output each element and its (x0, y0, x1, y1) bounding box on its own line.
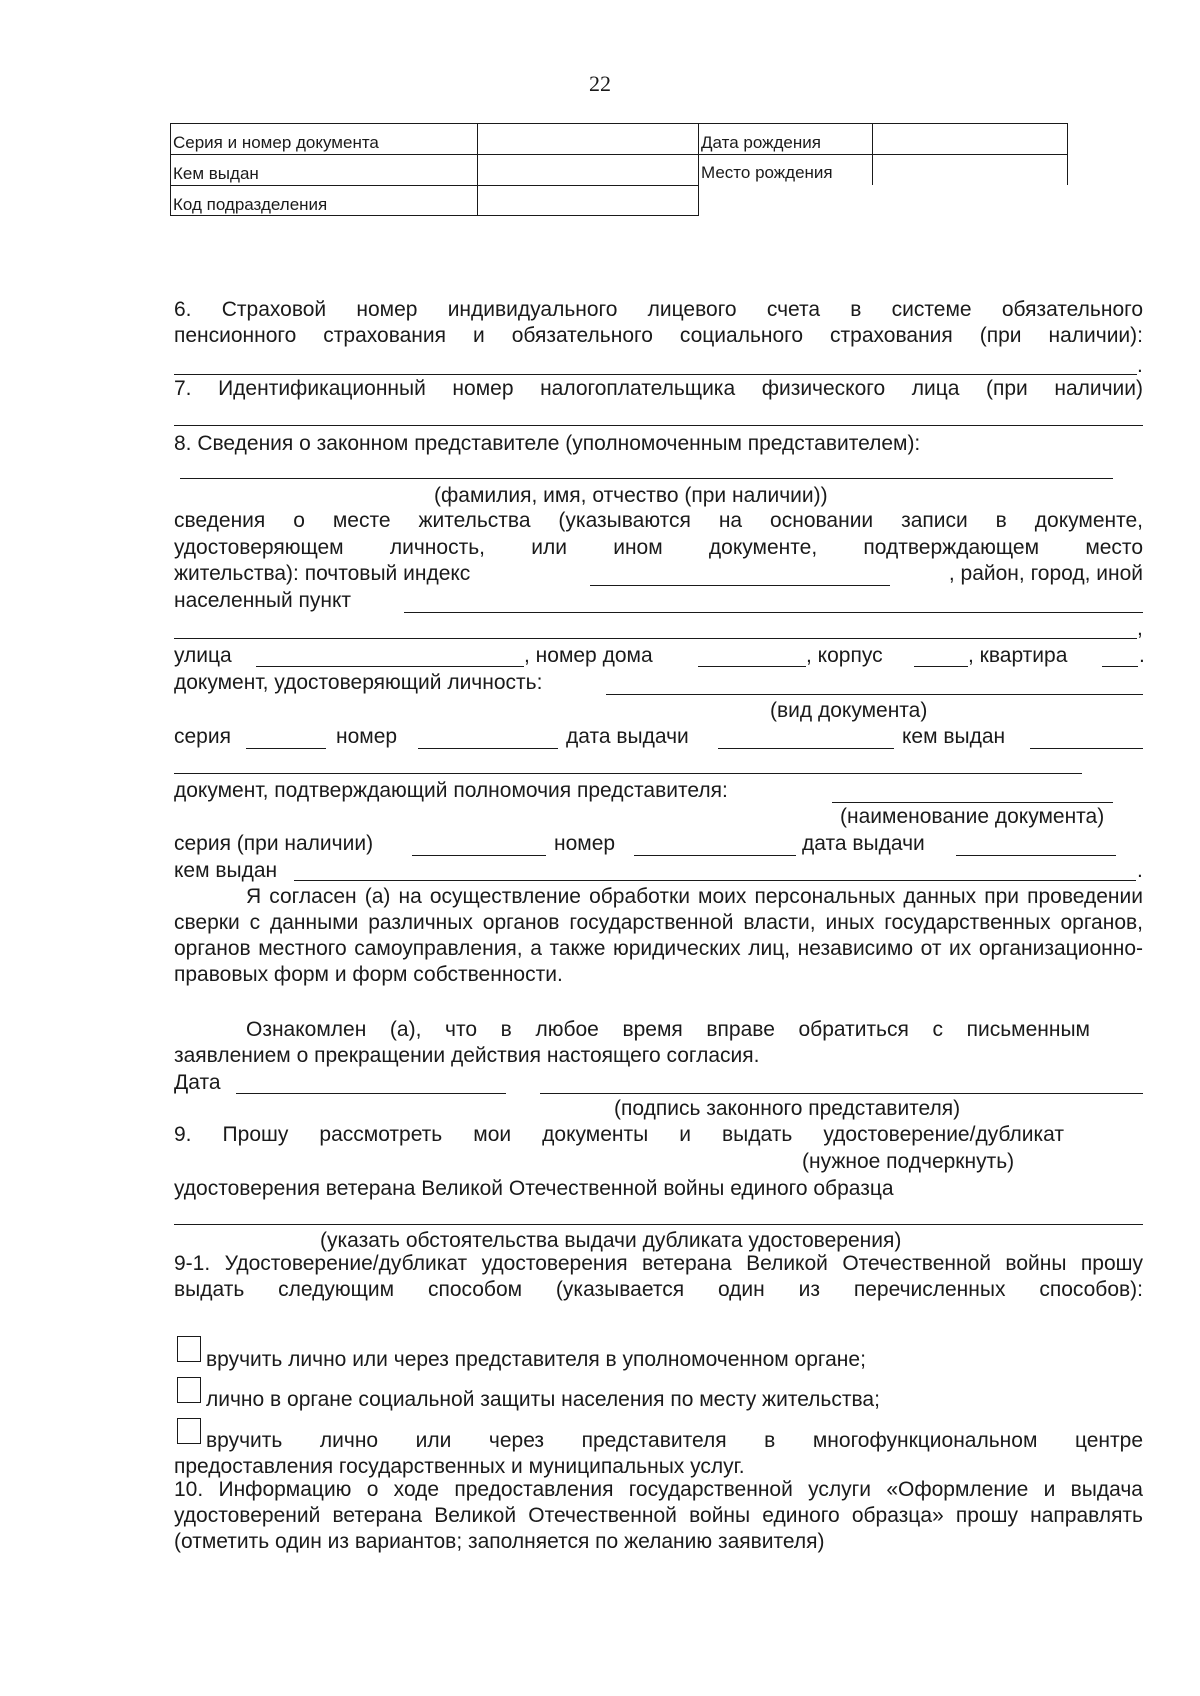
issued-by-line2[interactable] (174, 773, 1082, 774)
option3-checkbox[interactable] (177, 1418, 201, 1444)
birth-place-label: Место рождения (701, 163, 833, 182)
fio-caption: (фамилия, имя, отчество (при наличии)) (434, 484, 828, 507)
house-line[interactable] (698, 666, 806, 667)
s8-heading: 8. Сведения о законном представителе (уполномоченным представителем): (174, 432, 921, 455)
series-optional-label: серия (при наличии) (174, 832, 374, 855)
series-label: серия (174, 725, 231, 748)
s10-text: 10. Информацию о ходе предоставления государственной услуги «Оформление и выдача удостоверений ветерана Великой Отечественной войны единого образца» прошу направлять (отметить один из вариантов; заполняется по желанию заявителя) (174, 1478, 1143, 1553)
s7-answer-line[interactable] (174, 425, 1143, 426)
s9-1-text: 9-1. Удостоверение/дубликат удостоверения ветерана Великой Отечественной войны прошу выдать следующим способом (указывается один из перечисленных способов): (174, 1252, 1143, 1301)
issued-by-period: . (1137, 859, 1143, 882)
cell-series-number-label (170, 123, 478, 155)
locality-line2[interactable] (174, 638, 1137, 639)
consent-text: Я согласен (а) на осуществление обработки моих персональных данных при проведении сверки с данными различных органов государственной власти, иных государственных органов, органов местного самоуправления, а также юридических лиц, независимо от их организационно-правовых форм и форм собственности. (174, 885, 1143, 986)
series-number-field[interactable] (477, 123, 699, 155)
house-label: , номер дома (524, 644, 653, 667)
apartment-label: , квартира (968, 644, 1068, 667)
id-doc-label: документ, удостоверяющий личность: (174, 671, 543, 694)
cell-issued-by-label (170, 154, 478, 186)
option3-line2: предоставления государственных и муниципальных услуг. (174, 1455, 745, 1478)
s9-line2: удостоверения ветерана Великой Отечественной войны единого образца (174, 1177, 894, 1200)
number-label: номер (336, 725, 398, 748)
s6-line2: пенсионного страхования и обязательного социального страхования (при наличии): (174, 324, 1143, 347)
signature-line[interactable] (540, 1093, 1143, 1094)
issued-by-line3[interactable] (294, 880, 1136, 881)
s7-line1: 7. Идентификационный номер налогоплательщика физического лица (при наличии) (174, 377, 1143, 400)
underline-caption: (нужное подчеркнуть) (802, 1150, 1015, 1173)
representative-name-line[interactable] (180, 478, 1113, 479)
birth-date-field[interactable] (872, 123, 1068, 155)
birth-date-label: Дата рождения (701, 133, 821, 152)
apartment-line[interactable] (1102, 666, 1138, 667)
cell-birth-date-label (698, 123, 873, 155)
locality-comma: , (1137, 617, 1143, 640)
authority-doc-line[interactable] (832, 802, 1113, 803)
number-label2: номер (554, 832, 616, 855)
issued-by-line[interactable] (1030, 748, 1143, 749)
address-period: . (1139, 644, 1145, 667)
issued-by-label3: кем выдан (174, 859, 278, 882)
building-label: , корпус (806, 644, 883, 667)
issue-date-label: дата выдачи (566, 725, 689, 748)
series-number-label: Серия и номер документа (173, 133, 379, 152)
informed-line1: Ознакомлен (а), что в любое время вправе обратиться с письменным (246, 1018, 1090, 1041)
informed-line2: заявлением о прекращении действия настоящего согласия. (174, 1044, 760, 1067)
division-code-label: Код подразделения (173, 195, 328, 214)
page-number: 22 (589, 71, 611, 96)
number-line[interactable] (418, 748, 558, 749)
cell-division-code-label (170, 185, 478, 216)
street-line[interactable] (256, 666, 524, 667)
option2-checkbox[interactable] (177, 1377, 201, 1403)
signature-caption: (подпись законного представителя) (614, 1097, 961, 1120)
s6-period: . (1137, 354, 1143, 377)
authority-doc-label: документ, подтверждающий полномочия представителя: (174, 779, 728, 802)
date-label: Дата (174, 1071, 221, 1094)
locality-line[interactable] (404, 612, 1143, 613)
option1-checkbox[interactable] (177, 1336, 201, 1362)
series-optional-line[interactable] (412, 855, 546, 856)
residence-line2: удостоверяющем личность, или ином документе, подтверждающем место (174, 536, 1143, 559)
issued-by-field[interactable] (477, 154, 699, 186)
issued-by-label2: кем выдан (902, 725, 1006, 748)
option1-label: вручить лично или через представителя в уполномоченном органе; (206, 1348, 866, 1371)
date-line[interactable] (236, 1093, 506, 1094)
number-line2[interactable] (634, 855, 796, 856)
residence-line1: сведения о месте жительства (указываются на основании записи в документе, (174, 509, 1143, 532)
id-doc-line[interactable] (606, 694, 1143, 695)
residence-line3a: жительства): почтовый индекс (174, 562, 471, 585)
issue-date-line2[interactable] (956, 855, 1116, 856)
s6-line1: 6. Страховой номер индивидуального лицевого счета в системе обязательного (174, 298, 1143, 321)
division-code-field[interactable] (477, 185, 699, 216)
issue-date-line[interactable] (718, 748, 894, 749)
cell-birth-place-label (698, 154, 873, 185)
issued-by-label: Кем выдан (173, 164, 259, 183)
residence-line3b: , район, город, иной (948, 562, 1143, 585)
doc-type-caption: (вид документа) (770, 699, 928, 722)
street-label: улица (174, 644, 232, 667)
option2-label: лично в органе социальной защиты населения по месту жительства; (206, 1388, 880, 1411)
series-line[interactable] (246, 748, 326, 749)
postal-code-line[interactable] (590, 585, 890, 586)
option3-line1: вручить лично или через представителя в многофункциональном центре (206, 1429, 1143, 1452)
s6-answer-line[interactable] (174, 374, 1137, 375)
locality-label: населенный пункт (174, 589, 352, 612)
birth-place-field[interactable] (872, 154, 1068, 185)
duplicate-reason-line[interactable] (174, 1224, 1143, 1225)
doc-name-caption: (наименование документа) (840, 805, 1105, 828)
issue-date-label2: дата выдачи (802, 832, 925, 855)
duplicate-caption: (указать обстоятельства выдачи дубликата удостоверения) (320, 1229, 902, 1252)
s9-line1: 9. Прошу рассмотреть мои документы и выдать удостоверение/дубликат (174, 1123, 1064, 1146)
building-line[interactable] (914, 666, 968, 667)
